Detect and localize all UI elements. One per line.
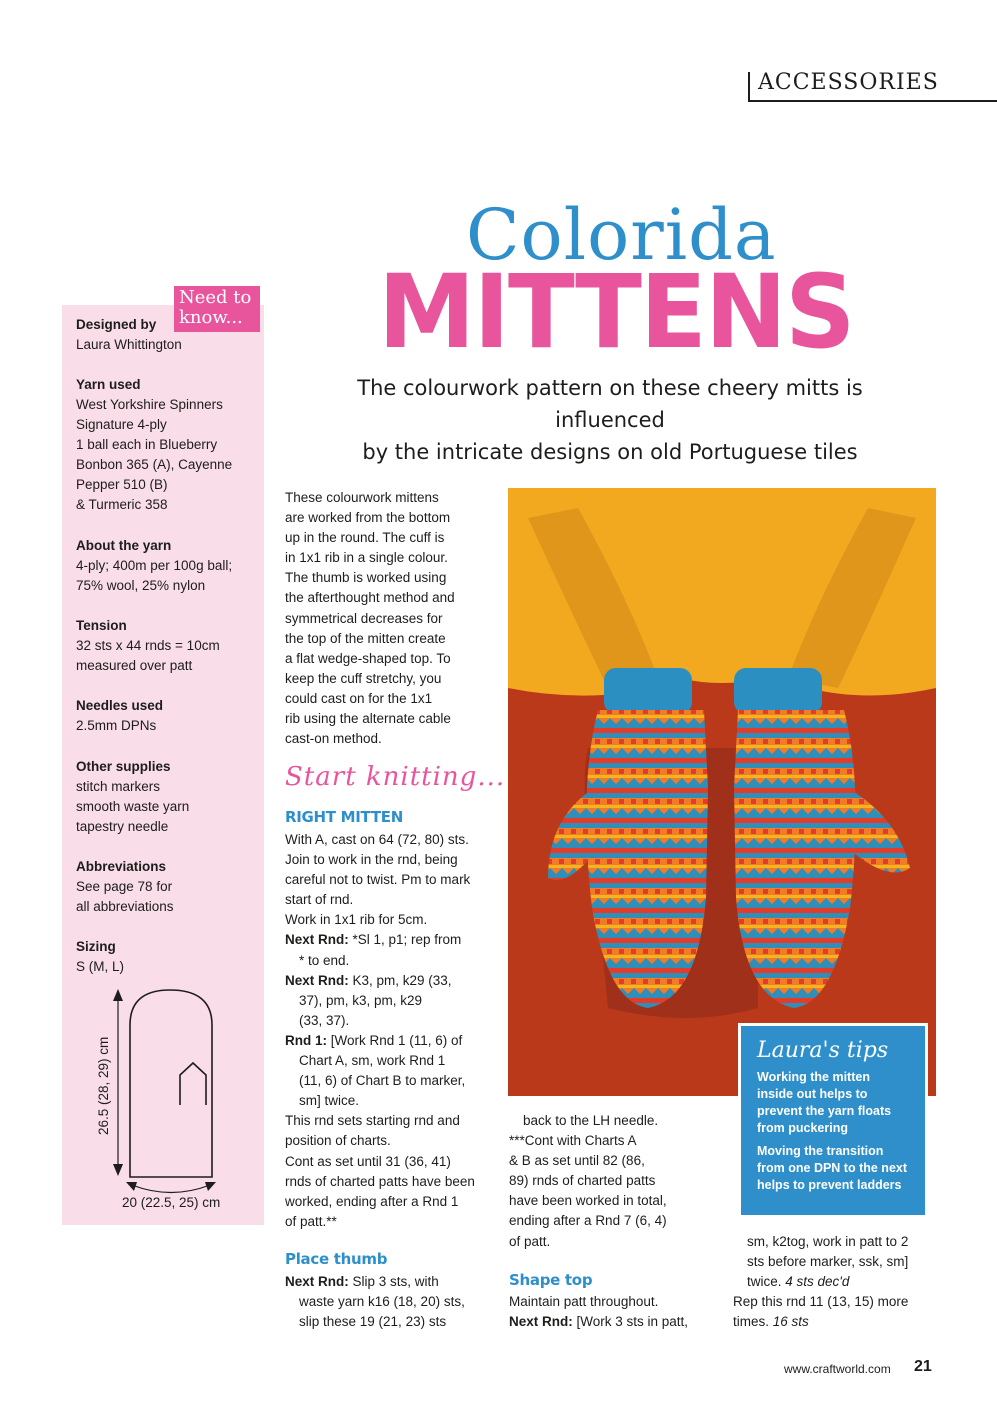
step-label: Next Rnd: (285, 972, 349, 988)
right-mitten-text (285, 830, 475, 1232)
step-text: times. (733, 1314, 773, 1330)
shape-top-heading: Shape top (509, 1271, 593, 1289)
block-line: 2.5mm DPNs (76, 718, 157, 733)
text-line (733, 1312, 908, 1332)
block-heading: Needles used (76, 698, 164, 713)
title-top: Colorida (466, 194, 777, 276)
tip-text: Working the mitten inside out helps to prevent the yarn floats from puckering (757, 1070, 892, 1135)
text-line: of patt. (509, 1233, 551, 1249)
step-text: K3, pm, k29 (33, (348, 972, 452, 988)
text-line: a flat wedge-shaped top. To (285, 650, 451, 666)
text-line: (33, 37). (299, 1012, 350, 1028)
text-line: worked, ending after a Rnd 1 (285, 1193, 459, 1209)
block-line: smooth waste yarn (76, 799, 190, 814)
text-line: of patt.** (285, 1213, 337, 1229)
tip-text: Moving the transition from one DPN to the next helps to prevent ladders (757, 1144, 908, 1192)
text-line: 37), pm, k3, pm, k29 (299, 992, 423, 1008)
badge-line: Need to (179, 287, 252, 308)
text-line: sts before marker, ssk, sm] (747, 1254, 909, 1270)
abbreviations-block (76, 857, 261, 917)
text-line: cast-on method. (285, 731, 382, 747)
page-number: 21 (914, 1358, 932, 1375)
step-text: [Work Rnd 1 (11, 6) of (327, 1032, 463, 1048)
section-label: ACCESSORIES (758, 70, 939, 95)
text-line: ***Cont with Charts A (509, 1133, 637, 1149)
needles-block (76, 696, 261, 736)
text-line: could cast on for the 1x1 (285, 690, 433, 706)
text-line: This rnd sets starting rnd and (285, 1113, 460, 1129)
step-label: Next Rnd: (285, 1274, 349, 1289)
step-label: Next Rnd: (509, 1314, 573, 1330)
right-mitten-heading: RIGHT MITTEN (285, 808, 403, 826)
block-heading: Sizing (76, 939, 116, 954)
tension-block (76, 616, 261, 676)
text-line: position of charts. (285, 1133, 391, 1149)
text-line: sm] twice. (299, 1093, 360, 1109)
text-line (285, 1031, 475, 1051)
stitch-count: 4 sts dec'd (785, 1274, 850, 1290)
text-line: up in the round. The cuff is (285, 530, 445, 546)
width-label: 20 (22.5, 25) cm (122, 1195, 221, 1210)
standfirst-line: by the intricate designs on old Portuguese tiles (362, 440, 858, 464)
text-line: waste yarn k16 (18, 20) sts, (299, 1294, 465, 1310)
lauras-tips-box (738, 1023, 928, 1218)
mitten-size-diagram (80, 985, 260, 1215)
title-main: MITTENS (378, 253, 854, 372)
tips-heading: Laura's tips (757, 1038, 889, 1063)
standfirst-line: The colourwork pattern on these cheery mitts is influenced (357, 376, 863, 432)
block-heading: Yarn used (76, 377, 141, 392)
place-thumb-text (285, 1272, 465, 1332)
mittens-photo (508, 488, 936, 1096)
block-line: 4-ply; 400m per 100g ball; (76, 558, 233, 573)
text-line: careful not to twist. Pm to mark (285, 872, 471, 888)
text-line: ending after a Rnd 7 (6, 4) (509, 1213, 667, 1229)
supplies-block (76, 757, 261, 837)
block-heading: Other supplies (76, 759, 171, 774)
block-line: & Turmeric 358 (76, 497, 168, 512)
block-line: Bonbon 365 (A), Cayenne (76, 457, 233, 472)
designed-by-block (76, 315, 261, 355)
standfirst (300, 372, 920, 468)
text-line: the top of the mitten create (285, 630, 446, 646)
text-line: (11, 6) of Chart B to marker, (299, 1073, 466, 1089)
text-line: The thumb is worked using (285, 570, 447, 586)
block-line: Laura Whittington (76, 337, 182, 352)
block-heading: Designed by (76, 317, 157, 332)
text-line: Work in 1x1 rib for 5cm. (285, 912, 428, 928)
block-line: S (M, L) (76, 959, 125, 974)
stitch-count: 16 sts (772, 1314, 809, 1330)
block-line: stitch markers (76, 779, 161, 794)
step-text: [Work 3 sts in patt, (572, 1314, 689, 1330)
text-line: Maintain patt throughout. (509, 1294, 659, 1309)
text-line (509, 1312, 688, 1332)
text-line: rnds of charted patts have been (285, 1173, 475, 1189)
text-line: back to the LH needle. (523, 1113, 659, 1128)
step-text: Slip 3 sts, with (348, 1274, 439, 1289)
block-heading: About the yarn (76, 538, 172, 553)
text-line (285, 971, 475, 991)
yarn-block (76, 375, 261, 515)
block-line: See page 78 for (76, 879, 173, 894)
text-line: start of rnd. (285, 892, 354, 908)
block-line: measured over patt (76, 658, 193, 673)
text-line: symmetrical decreases for (285, 610, 443, 626)
col3-text (509, 1111, 667, 1252)
text-line: These colourwork mittens (285, 490, 439, 505)
text-line: Join to work in the rnd, being (285, 852, 458, 868)
text-line: in 1x1 rib in a single colour. (285, 550, 448, 566)
text-line: Cont as set until 31 (36, 41) (285, 1153, 451, 1169)
block-line: all abbreviations (76, 899, 174, 914)
text-line: & B as set until 82 (86, (509, 1153, 645, 1169)
text-line: Rep this rnd 11 (13, 15) more (733, 1294, 909, 1310)
text-line (285, 930, 475, 950)
text-line: Chart A, sm, work Rnd 1 (299, 1053, 446, 1069)
block-line: West Yorkshire Spinners (76, 397, 223, 412)
block-line: Pepper 510 (B) (76, 477, 168, 492)
text-line: * to end. (299, 952, 350, 968)
text-line: sm, k2tog, work in patt to 2 (747, 1234, 909, 1249)
text-line: With A, cast on 64 (72, 80) sts. (285, 832, 469, 847)
text-line (733, 1272, 908, 1292)
shape-top-text (509, 1292, 688, 1332)
footer-url: www.craftworld.com (784, 1362, 891, 1376)
step-text: twice. (747, 1274, 786, 1290)
step-label: Next Rnd: (285, 932, 349, 948)
text-line: slip these 19 (21, 23) sts (299, 1314, 447, 1330)
place-thumb-heading: Place thumb (285, 1250, 388, 1268)
text-line: 89) rnds of charted patts (509, 1173, 656, 1189)
height-label: 26.5 (28, 29) cm (96, 1036, 111, 1135)
block-heading: Tension (76, 618, 127, 633)
col4-text (733, 1232, 908, 1332)
block-line: 32 sts x 44 rnds = 10cm (76, 638, 220, 653)
block-line: tapestry needle (76, 819, 169, 834)
text-line: keep the cuff stretchy, you (285, 670, 442, 686)
badge-line: know... (179, 307, 243, 328)
text-line: are worked from the bottom (285, 510, 451, 526)
about-yarn-block (76, 536, 261, 596)
section-header (748, 70, 997, 102)
block-line: 75% wool, 25% nylon (76, 578, 206, 593)
text-line (285, 1272, 465, 1292)
text-line: have been worked in total, (509, 1193, 667, 1209)
intro-text (285, 488, 455, 749)
block-line: Signature 4-ply (76, 417, 167, 432)
step-text: *Sl 1, p1; rep from (348, 932, 462, 948)
step-label: Rnd 1: (285, 1032, 327, 1048)
block-line: 1 ball each in Blueberry (76, 437, 218, 452)
block-heading: Abbreviations (76, 859, 167, 874)
start-knitting-heading: Start knitting... (285, 762, 506, 792)
sizing-block (76, 937, 261, 977)
text-line: rib using the alternate cable (285, 711, 451, 727)
text-line: the afterthought method and (285, 590, 455, 606)
